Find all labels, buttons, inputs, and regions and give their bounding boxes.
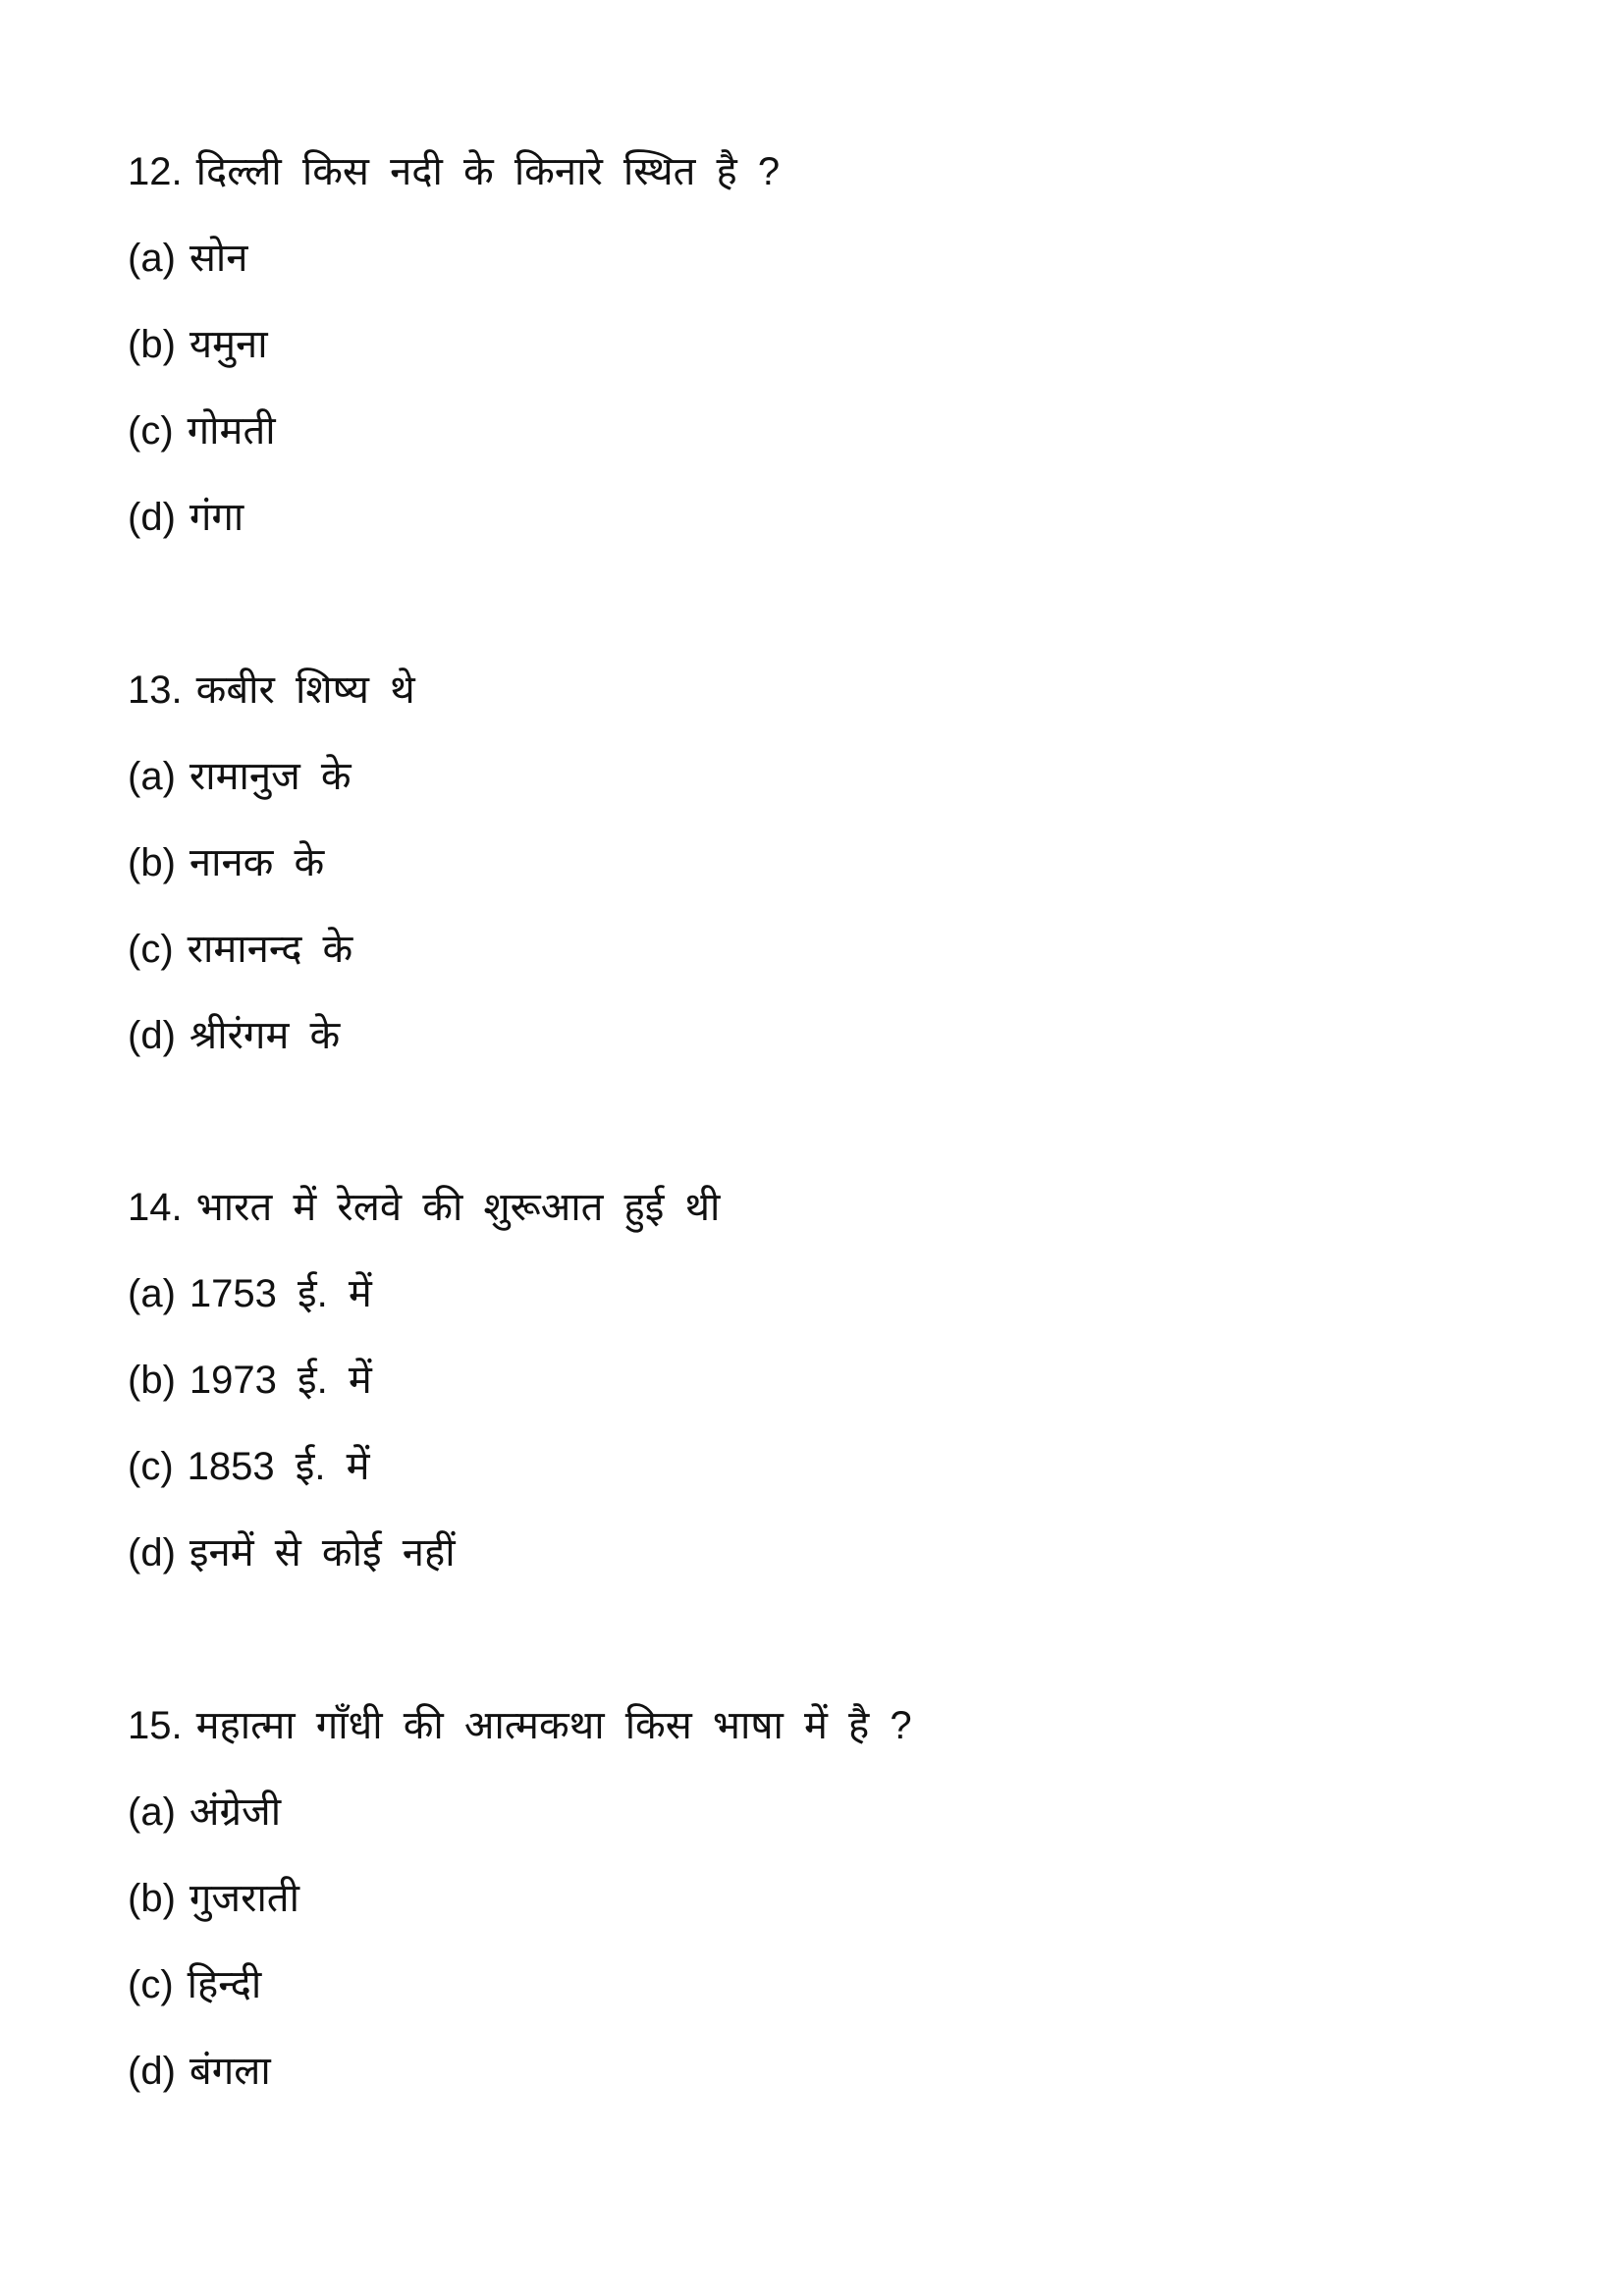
option-label: (a) <box>128 237 176 280</box>
option-text: अंग्रेजी <box>189 1790 282 1834</box>
question-text <box>128 647 1502 733</box>
option-text: नानक के <box>189 841 325 884</box>
question-stem: कबीर शिष्य थे <box>195 668 415 712</box>
option-b <box>128 301 1502 388</box>
option-label: (a) <box>128 1272 176 1315</box>
option-c <box>128 388 1502 474</box>
option-text: गंगा <box>189 496 244 539</box>
option-text: हिन्दी <box>187 1963 262 2006</box>
question-stem: महात्मा गाँधी की आत्मकथा किस भाषा में है ? <box>195 1704 912 1747</box>
option-label: (a) <box>128 1790 176 1834</box>
option-label: (c) <box>128 1445 174 1488</box>
option-label: (c) <box>128 409 174 453</box>
option-c <box>128 906 1502 992</box>
question-stem: दिल्ली किस नदी के किनारे स्थित है ? <box>195 150 781 193</box>
option-d <box>128 2028 1502 2114</box>
question-number: 12. <box>128 150 183 193</box>
question-number: 13. <box>128 668 183 712</box>
option-d <box>128 992 1502 1079</box>
option-label: (b) <box>128 1359 176 1402</box>
option-text: गोमती <box>187 409 276 453</box>
option-a <box>128 1251 1502 1337</box>
option-text: 1853 ई. में <box>187 1445 370 1488</box>
option-label: (d) <box>128 2050 176 2093</box>
option-text: 1753 ई. में <box>189 1272 372 1315</box>
option-a <box>128 215 1502 301</box>
option-label: (c) <box>128 928 174 971</box>
question-stem: भारत में रेलवे की शुरूआत हुई थी <box>195 1186 721 1229</box>
option-label: (b) <box>128 1877 176 1920</box>
option-text: सोन <box>189 237 248 280</box>
option-b <box>128 1337 1502 1423</box>
question-number: 14. <box>128 1186 183 1229</box>
question-15 <box>128 1682 1502 2114</box>
option-a <box>128 1769 1502 1855</box>
question-12 <box>128 129 1502 561</box>
option-d <box>128 1510 1502 1596</box>
option-d <box>128 474 1502 561</box>
option-text: रामानन्द के <box>187 928 353 971</box>
question-text <box>128 1682 1502 1769</box>
option-text: गुजराती <box>189 1877 299 1920</box>
option-a <box>128 733 1502 820</box>
option-label: (a) <box>128 755 176 798</box>
option-c <box>128 1942 1502 2028</box>
option-text: श्रीरंगम के <box>189 1014 341 1057</box>
option-label: (b) <box>128 841 176 884</box>
question-text <box>128 1164 1502 1251</box>
option-text: बंगला <box>189 2050 271 2093</box>
option-text: रामानुज के <box>189 755 352 798</box>
question-text <box>128 129 1502 215</box>
question-14 <box>128 1164 1502 1596</box>
option-label: (d) <box>128 1014 176 1057</box>
option-label: (c) <box>128 1963 174 2006</box>
option-label: (d) <box>128 1531 176 1575</box>
option-text: इनमें से कोई नहीं <box>189 1531 456 1575</box>
question-13 <box>128 647 1502 1079</box>
option-b <box>128 820 1502 906</box>
option-label: (d) <box>128 496 176 539</box>
option-text: यमुना <box>189 323 268 366</box>
question-number: 15. <box>128 1704 183 1747</box>
option-b <box>128 1855 1502 1942</box>
option-c <box>128 1423 1502 1510</box>
option-label: (b) <box>128 323 176 366</box>
option-text: 1973 ई. में <box>189 1359 372 1402</box>
